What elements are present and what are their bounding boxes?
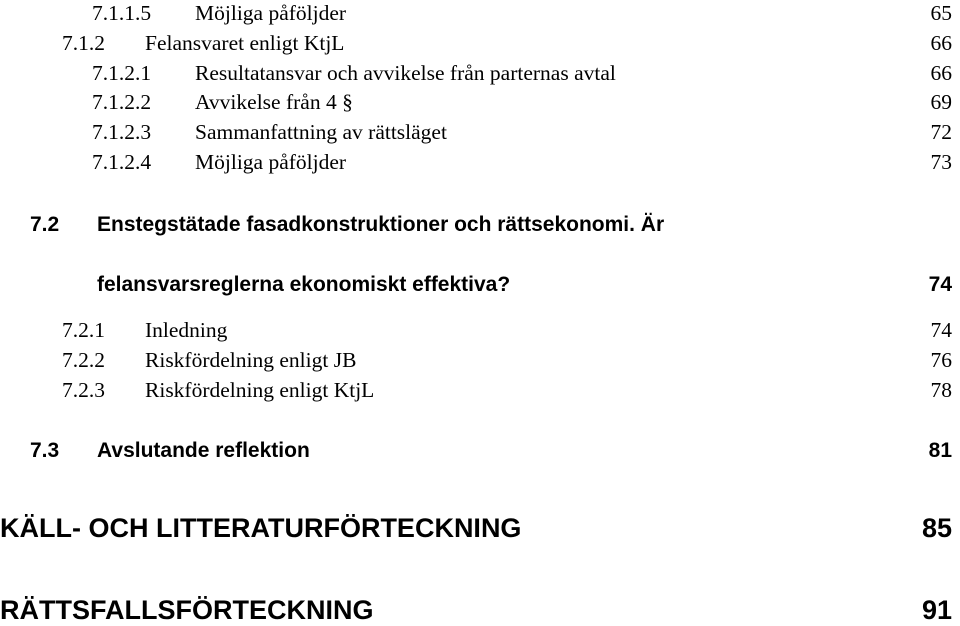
toc-entry-title: Avslutande reflektion	[97, 439, 310, 462]
toc-entry-title-line1: Enstegstätade fasadkonstruktioner och rättsekonomi. Är	[97, 213, 665, 236]
toc-entry-page: 85	[921, 513, 952, 543]
toc-entry-page: 72	[930, 120, 952, 144]
toc-entry-title: Felansvaret enligt KtjL	[145, 31, 345, 55]
toc-entry-page: 81	[928, 439, 952, 462]
toc-entry-page: 76	[930, 348, 952, 372]
toc-entry-title: Riskfördelning enligt KtjL	[145, 378, 375, 402]
toc-entry-page: 73	[930, 150, 952, 174]
toc-entry-page: 66	[930, 61, 952, 85]
toc-entry-page: 78	[930, 378, 952, 402]
toc-entry-page: 74	[930, 318, 952, 342]
toc-entry-page: 69	[930, 90, 952, 114]
toc-entry-page: 66	[930, 31, 952, 55]
toc-entry-number: 7.2.3	[62, 378, 105, 402]
toc-entry-number: 7.3	[30, 439, 60, 462]
toc-entry-title: Sammanfattning av rättsläget	[195, 120, 447, 144]
toc-entry-number: 7.2.1	[62, 318, 105, 342]
toc-entry-number: 7.2	[30, 213, 60, 236]
toc-entry-number: 7.1.2.3	[92, 120, 152, 144]
toc-entry-title: Avvikelse från 4 §	[195, 90, 353, 114]
toc-entry-title: RÄTTSFALLSFÖRTECKNING	[0, 595, 374, 625]
toc-entry-title: Riskfördelning enligt JB	[145, 348, 357, 372]
toc-entry-title: Möjliga påföljder	[195, 1, 347, 25]
toc-entry-title: Resultatansvar och avvikelse från parternas avtal	[195, 61, 616, 85]
toc-entry-page: 74	[928, 273, 952, 296]
toc-entry-page: 91	[921, 595, 952, 625]
toc-entry-number: 7.1.2.1	[92, 61, 152, 85]
toc-entry-title-line2: felansvarsreglerna ekonomiskt effektiva?	[97, 273, 511, 296]
toc-entry-number: 7.1.1.5	[92, 1, 152, 25]
toc-entry-number: 7.1.2.4	[92, 150, 152, 174]
toc-entry-title: Inledning	[145, 318, 228, 342]
toc-entry-page: 65	[930, 1, 952, 25]
toc-entry-number: 7.1.2	[62, 31, 105, 55]
toc-entry-number: 7.1.2.2	[92, 90, 152, 114]
toc-entry-title: Möjliga påföljder	[195, 150, 347, 174]
toc-entry-number: 7.2.2	[62, 348, 105, 372]
toc-entry-title: KÄLL- OCH LITTERATURFÖRTECKNING	[0, 513, 522, 543]
